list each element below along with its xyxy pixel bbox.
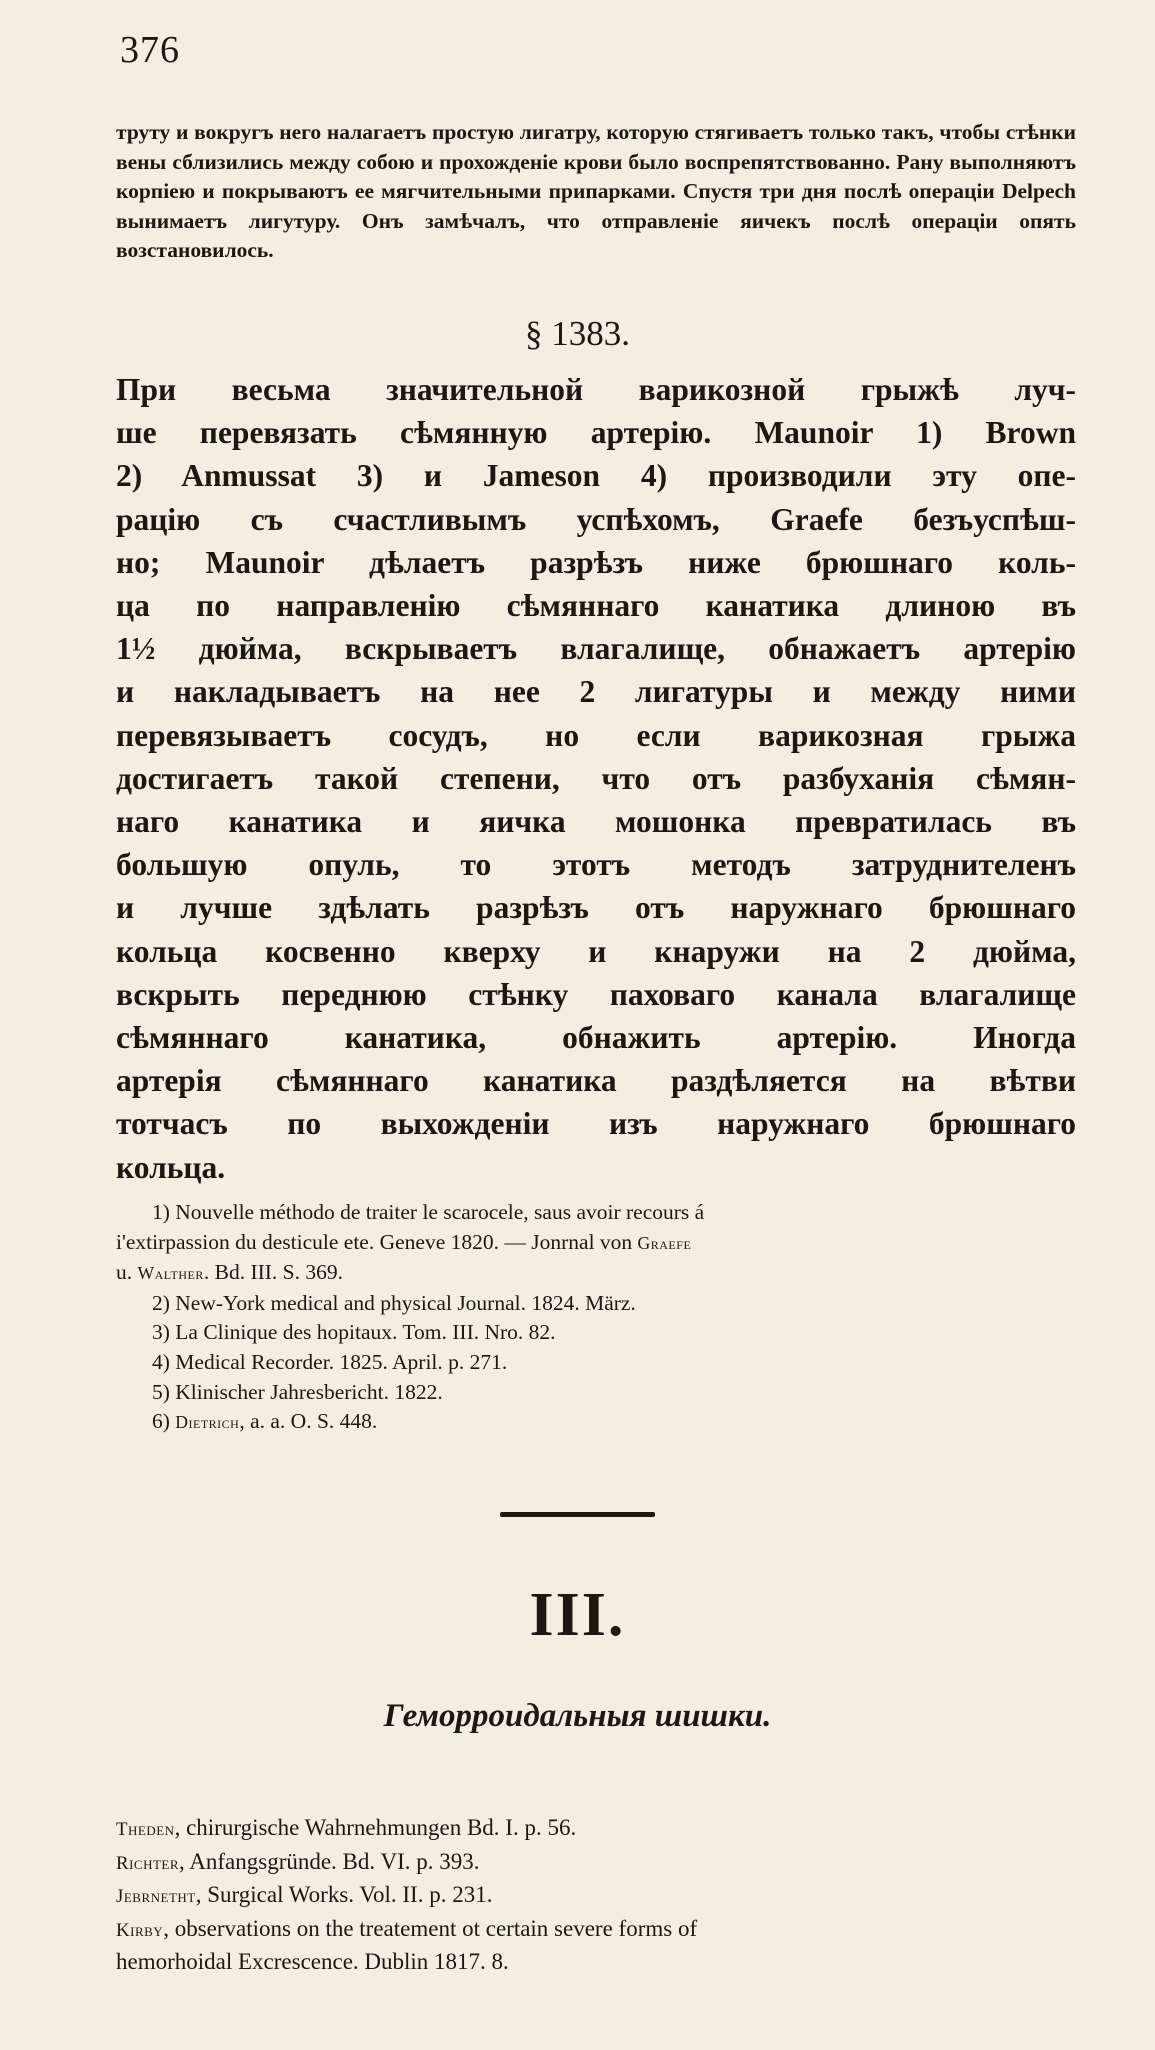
author-name: Dietrich <box>175 1412 240 1433</box>
footnote-text: . Bd. III. S. 369. <box>203 1260 344 1285</box>
main-line: перевязываетъ сосудъ, но если варикозная грыжа <box>116 717 1076 753</box>
main-line: рацію съ счастливымъ успѣхомъ, Graefe безъуспѣш- <box>116 501 1076 537</box>
main-line: вскрыть переднюю стѣнку паховаго канала влагалище <box>116 976 1076 1012</box>
footnotes <box>116 1198 1077 1438</box>
author-name: Graefe <box>637 1232 692 1253</box>
reference-2 <box>116 1846 1076 1880</box>
author-name: Jebrnetht <box>116 1886 196 1907</box>
footnote-5: 5) Klinischer Jahresbericht. 1822. <box>152 1379 443 1404</box>
section-divider <box>500 1512 655 1517</box>
author-name: Kirby <box>116 1919 164 1941</box>
footnote-text: 1) Nouvelle méthodo de traiter le scarocele, saus avoir recours á <box>152 1200 705 1224</box>
main-line: большую опуль, то этотъ методъ затруднителенъ <box>116 847 1076 883</box>
main-line: тотчасъ по выхожденіи изъ наружнаго брюшнаго <box>116 1106 1076 1142</box>
main-line: и накладываетъ на нее 2 лигатуры и между ними <box>116 674 1076 710</box>
main-line: кольца. <box>116 1149 226 1185</box>
footnote-text: , a. a. O. S. 448. <box>239 1409 378 1434</box>
main-line: При весьма значительной варикозной грыжѣ луч- <box>116 372 1076 407</box>
main-line: и лучше здѣлать разрѣзъ отъ наружнаго брюшнаго <box>116 890 1076 926</box>
intro-paragraph: труту и вокругъ него налагаетъ простую лигатру, которую стягиваетъ только такъ, чтобы стѣнки вены сблизились между собою и прохожденіе крови было воспрепятствованно. Рану выполняютъ корпіею и покрываютъ ее мягчительными припарками. Спустя три дня послѣ операціи Delpech вынимаетъ лигутуру. Онъ замѣчалъ, что отправленіе яичекъ послѣ операціи опять возстановилось. <box>116 120 1076 262</box>
reference-4-continuation: hemorhoidal Excrescence. Dublin 1817. 8. <box>116 1949 509 1974</box>
footnote-text: i'extirpassion du desticule ete. Geneve 1820. — Jonrnal von <box>116 1229 633 1254</box>
footnote-continuation <box>116 1228 1077 1259</box>
reference-text: , Surgical Works. Vol. II. p. 231. <box>195 1882 493 1907</box>
main-line: кольца косвенно кверху и кнаружи на 2 дюйма, <box>116 933 1076 969</box>
reference-text: , chirurgische Wahrnehmungen Bd. I. p. 56. <box>174 1815 577 1840</box>
main-line: ше перевязать сѣмянную артерію. Maunoir 1) Brown <box>116 415 1076 451</box>
footnote-3: 3) La Clinique des hopitaux. Tom. III. Nro. 82. <box>152 1320 556 1345</box>
main-line: достигаетъ такой степени, что отъ разбуханія сѣмян- <box>116 760 1076 796</box>
chapter-title: Геморроидальныя шишки. <box>383 1698 772 1734</box>
footnote-1 <box>116 1198 1077 1289</box>
footnote-text: u. <box>116 1260 133 1285</box>
footnote-continuation <box>116 1258 1077 1289</box>
footnote-4: 4) Medical Recorder. 1825. April. p. 271. <box>152 1349 508 1374</box>
section-heading: § 1383. <box>525 314 630 353</box>
references <box>116 1812 1076 1978</box>
author-name: Theden <box>116 1819 175 1840</box>
main-line: 1½ дюйма, вскрываетъ влагалище, обнажаетъ артерію <box>116 631 1076 667</box>
footnote-text: 6) <box>152 1409 170 1434</box>
footnote-2: 2) New-York medical and physical Journal. 1824. März. <box>152 1290 636 1315</box>
reference-text: , Anfangsgründe. Bd. VI. p. 393. <box>179 1848 480 1874</box>
page-number: 376 <box>120 29 180 71</box>
main-line: сѣмяннаго канатика, обнажить артерію. Иногда <box>116 1020 1076 1056</box>
author-name: Walther <box>137 1263 204 1284</box>
main-paragraph <box>116 368 1076 1189</box>
main-line: 2) Anmussat 3) и Jameson 4) производили эту опе- <box>116 458 1076 494</box>
reference-text: , observations on the treatement ot certain severe forms of <box>163 1915 698 1941</box>
reference-1 <box>116 1812 1076 1846</box>
main-line: ца по направленію сѣмяннаго канатика длиною въ <box>116 588 1076 624</box>
author-name: Richter <box>116 1852 180 1874</box>
chapter-number: III. <box>529 1581 626 1649</box>
reference-3 <box>116 1879 1076 1913</box>
footnote-6 <box>152 1407 1077 1438</box>
reference-4 <box>116 1913 1076 1947</box>
main-line: артерія сѣмяннаго канатика раздѣляется на вѣтви <box>116 1063 1076 1099</box>
main-line: но; Maunoir дѣлаетъ разрѣзъ ниже брюшнаго коль- <box>116 544 1076 580</box>
main-line: наго канатика и яичка мошонка превратилась въ <box>116 804 1076 840</box>
